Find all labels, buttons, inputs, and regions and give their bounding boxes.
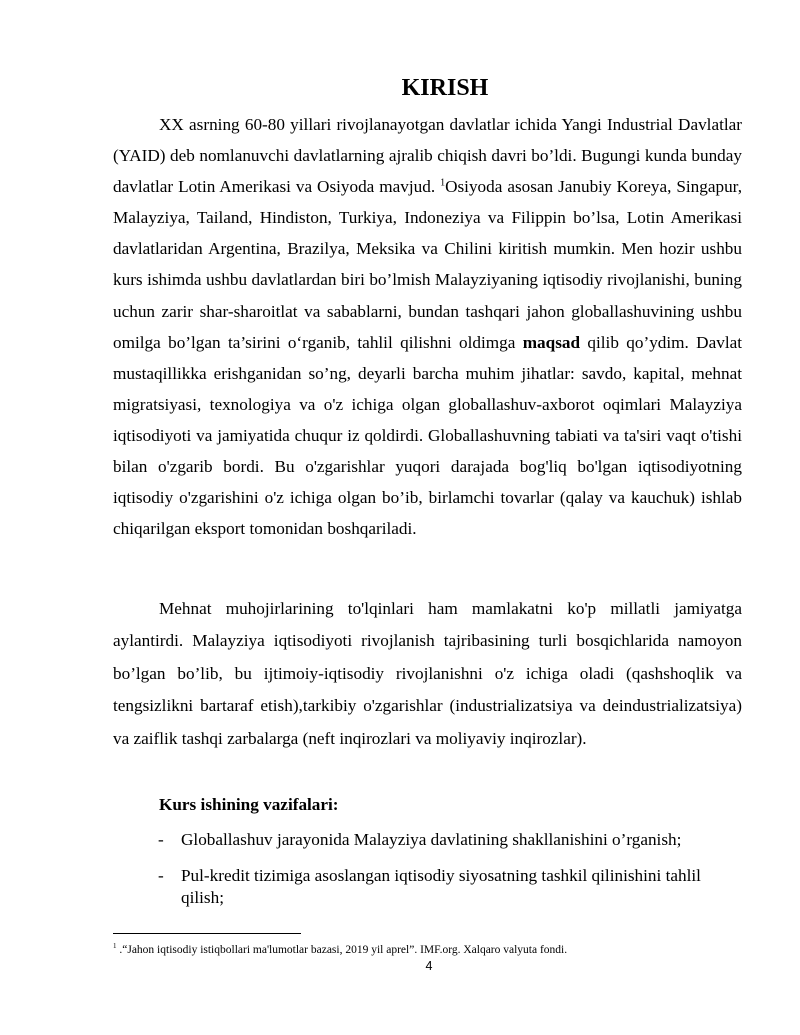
list-bullet: -: [158, 866, 164, 885]
second-paragraph: Mehnat muhojirlarining to'lqinlari ham mamlakatni ko'p millatli jamiyatga aylantirdi. Malayziya iqtisodiyoti rivojlanish tajribasining turli bosqichlarida namoyon bo’lgan bo’lib, bu ijtimoiy-iqtisodiy rivojlanishni o'z ichiga oladi (qashshoqlik va tengsizlikni bartaraf etish),tarkibiy o'zgarishlar (industrializatsiya va deindustrializatsiya) va zaiflik tashqi zarbalarga (neft inqirozlari va moliyaviy inqirozlar).: [113, 599, 742, 748]
list-item-text: Pul-kredit tizimiga asoslangan iqtisodiy siyosatning tashkil qilinishini tahlil qilish;: [181, 866, 701, 907]
paragraph-text: qilib qo’ydim. Davlat mustaqillikka erishganidan so’ng, deyarli barcha muhim jihatlar: savdo, kapital, mehnat migratsiyasi, texnologiya va o'z ichiga olgan globallashuv-axborot oqimlari Malayziya iqtisodiyoti va jamiyatida chuqur iz qoldirdi. Globallashuvning tabiati va ta'siri vaqt o'tishi bilan o'zgarib bordi. Bu o'zgarishlar yuqori darajada bog'liq bo'lgan iqtisodiyotning iqtisodiy o'zgarishini o'z ichiga olgan bo’ib, birlamchi tovarlar (qalay va kauchuk) ishlab chiqarilgan eksport tomonidan boshqariladi.: [113, 332, 743, 539]
footnote-reference[interactable]: 1: [440, 177, 446, 189]
list-item-text: Globallashuv jarayonida Malayziya davlatining shakllanishini o’rganish;: [181, 830, 682, 849]
tasks-list: [113, 829, 742, 923]
paragraph-text: XX asrning 60-80 yillari rivojlanayotgan davlatlar ichida Yangi Industrial Davlatlar (YAID) deb nomlanuvchi davlatlarning ajralib chiqish davri bo’ldi. Bugungi kunda bunday davlatlar Lotin Amerikasi va Osiyoda mavjud.: [113, 115, 742, 197]
paragraph-text: Osiyoda asosan Janubiy Koreya, Singapur, Malayziya, Tailand, Hindiston, Turkiya, Indoneziya va Filippin bo’lsa, Lotin Amerikasi davlatlaridan Argentina, Brazilya, Meksika va Chilini kiritish mumkin. Men hozir ushbu kurs ishimda ushbu davlatlardan biri bo’lmish Malayziyaning iqtisodiy rivojlanishi, buning uchun zarir shar-sharoitlat va sabablarni, bundan tashqari jahon globallashuvining ushbu omilga bo’lgan ta’sirini oʻrganib, tahlil qilishni oldimga: [113, 177, 743, 352]
list-item: [113, 829, 742, 851]
list-bullet: -: [158, 830, 164, 849]
tasks-heading: Kurs ishining vazifalari:: [159, 795, 339, 814]
footnote-number: 1: [113, 942, 117, 951]
footnote-text: .“Jahon iqtisodiy istiqbollari ma'lumotlar bazasi, 2019 yil aprel”. IMF.org. Xalqaro valyuta fondi.: [116, 944, 568, 956]
emphasis-word: maqsad: [522, 332, 581, 352]
footnote: [113, 942, 567, 958]
intro-paragraph: [113, 109, 742, 544]
footnote-separator: [113, 933, 301, 934]
page-title: KIRISH: [401, 75, 489, 101]
page-number: 4: [425, 959, 433, 973]
list-item: [113, 865, 742, 909]
